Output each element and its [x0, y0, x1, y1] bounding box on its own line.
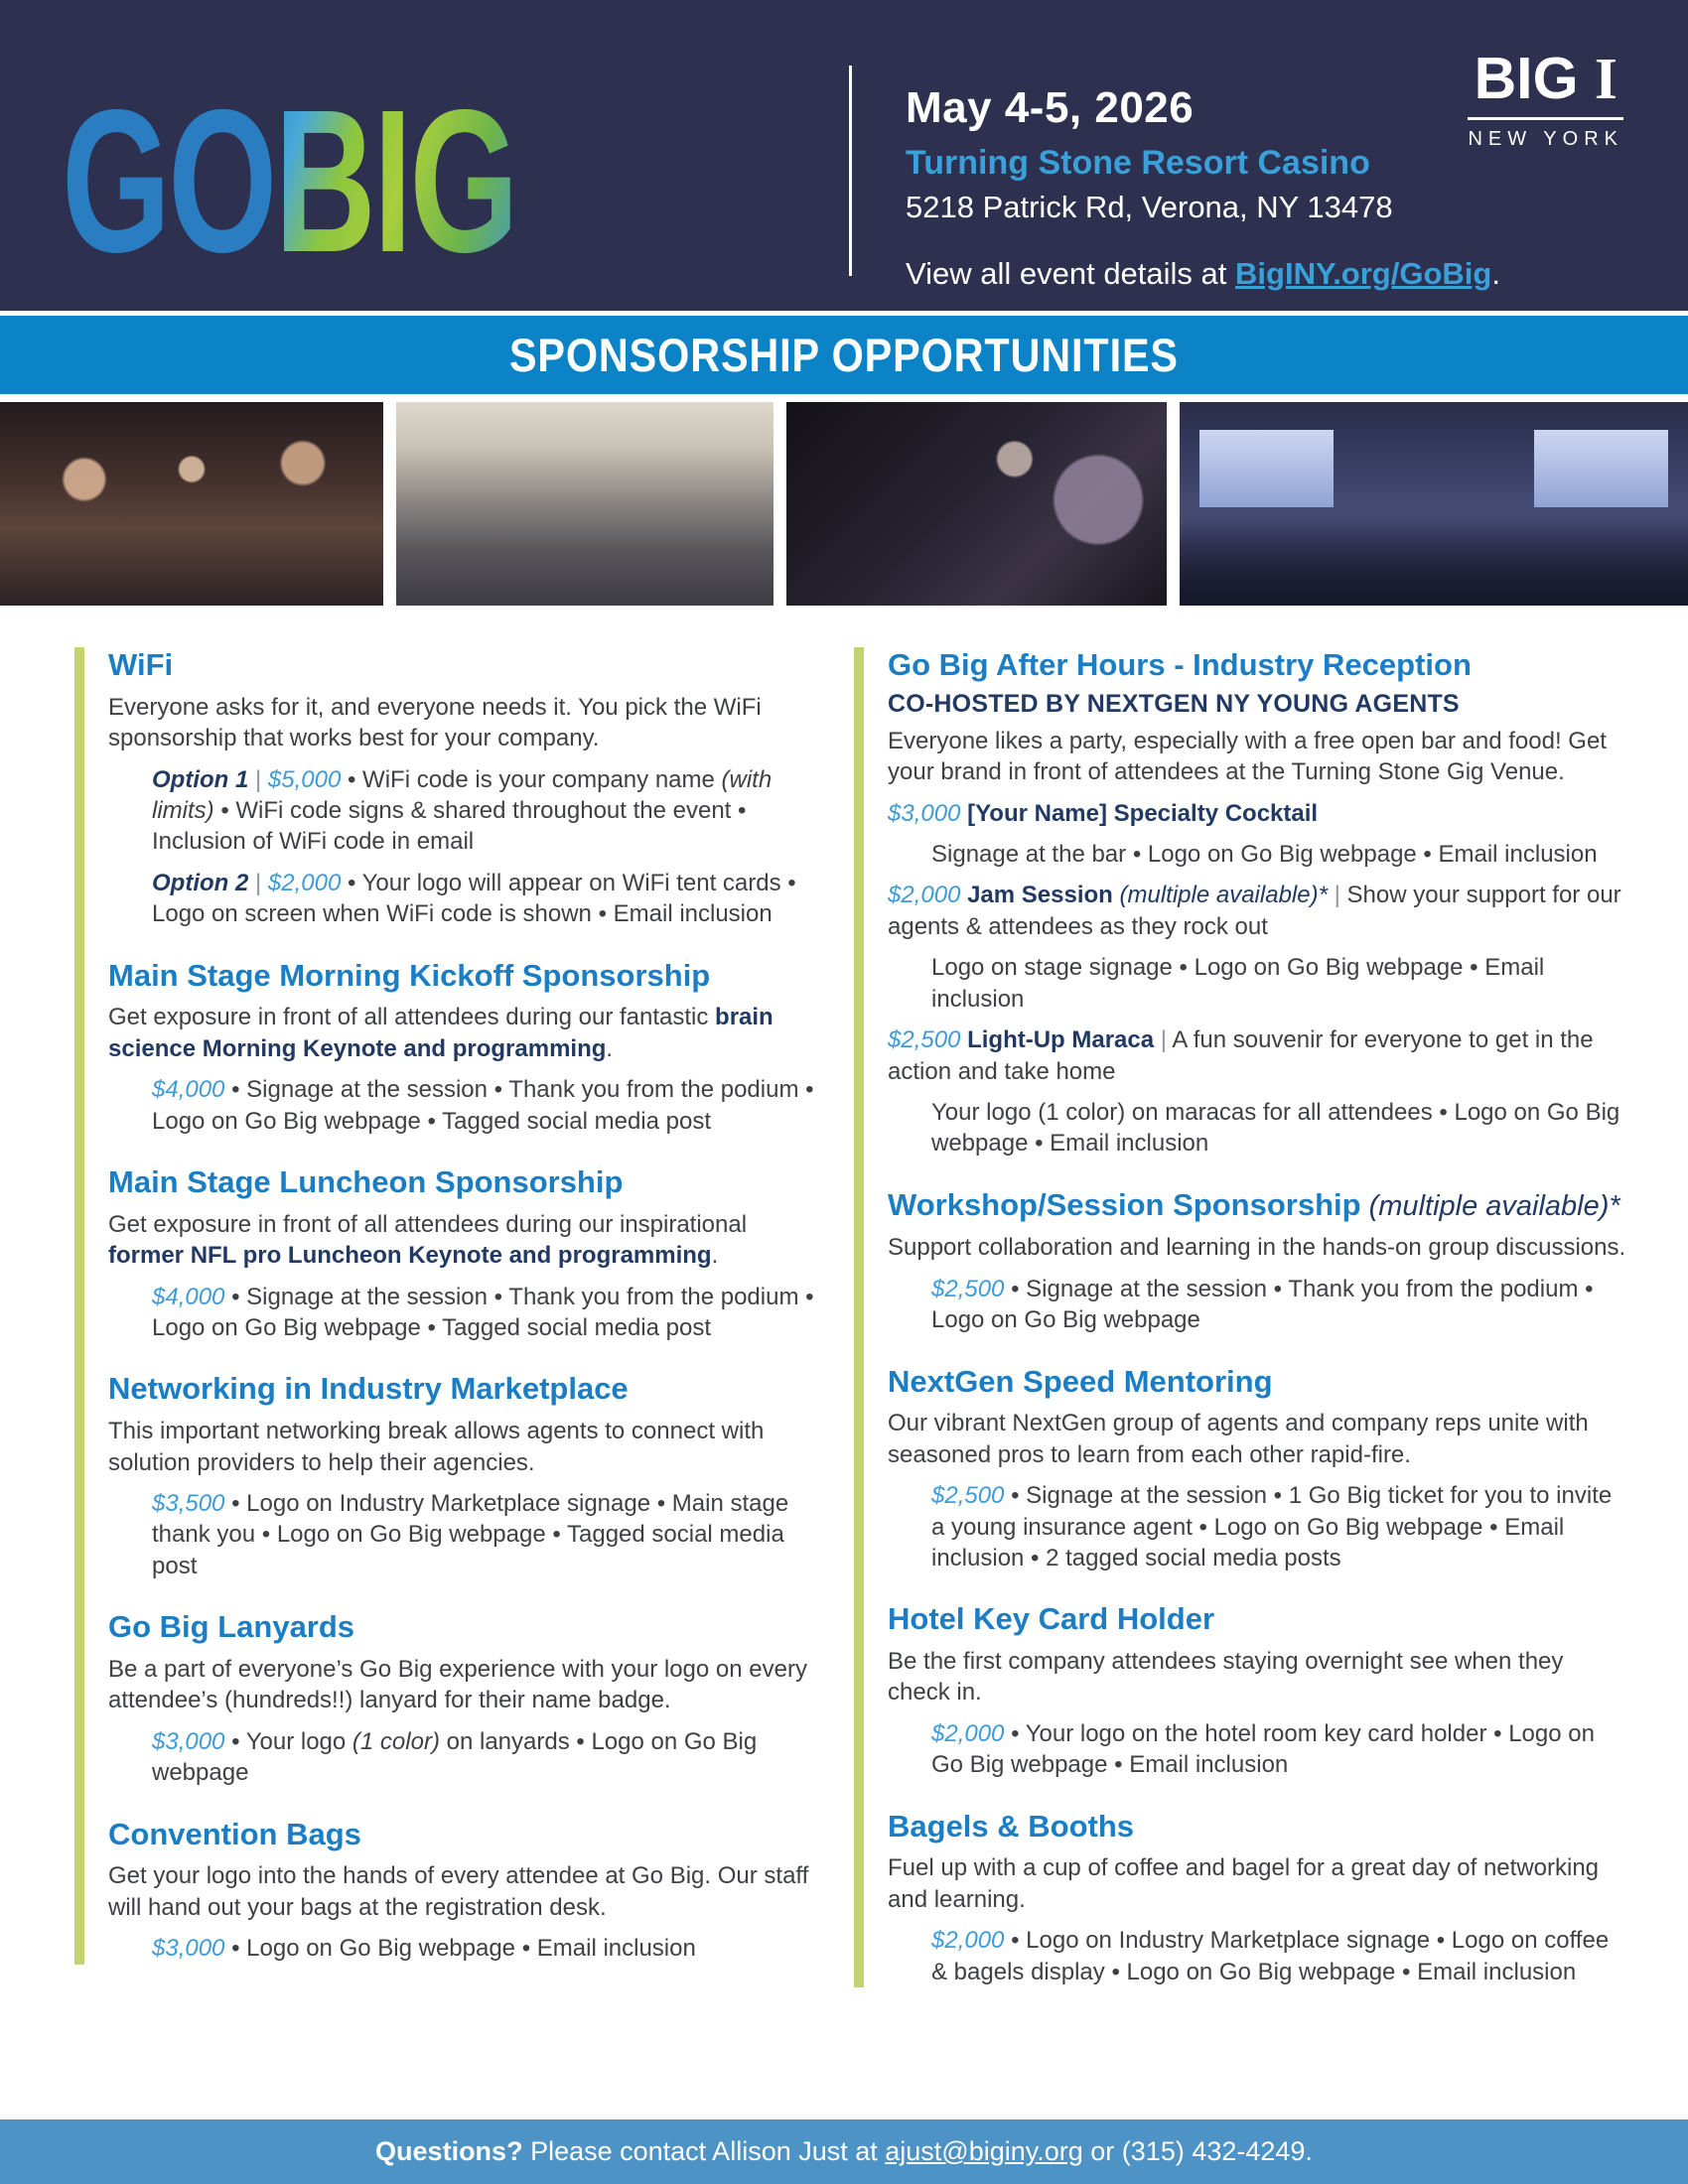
- big-i-new-york-logo: [1468, 46, 1623, 151]
- header-divider: [849, 66, 852, 276]
- text-run-body: • Logo on Go Big webpage • Email inclusion: [224, 1935, 696, 1963]
- paragraph: [888, 798, 1628, 829]
- offer-line: [152, 1933, 814, 1964]
- text-run-body: Be a part of everyone’s Go Big experience with your logo on every attendee’s (hundreds!!) lanyard for their name badge.: [108, 1655, 807, 1714]
- networking-table-photo: [0, 402, 383, 606]
- text-run-bold: Light-Up Maraca: [967, 1026, 1155, 1054]
- ballroom-session-photo: [1180, 402, 1688, 606]
- offer-line: [931, 839, 1628, 870]
- event-info: [906, 83, 1500, 292]
- text-run-body: • Your logo on the hotel room key card holder • Logo on Go Big webpage • Email inclusion: [931, 1719, 1595, 1779]
- footer-phone-text: or (315) 432-4249.: [1082, 2136, 1313, 2166]
- text-run-sep: |: [248, 869, 268, 896]
- text-run-body: Signage at the bar • Logo on Go Big webpage • Email inclusion: [931, 840, 1598, 868]
- section-title-text: Go Big Lanyards: [108, 1609, 355, 1645]
- text-run-italic: (1 color): [352, 1727, 440, 1755]
- offer-line: [931, 1097, 1628, 1160]
- section-title: [108, 1164, 814, 1200]
- footer-questions-label: Questions?: [375, 2136, 523, 2166]
- text-run-navy: (multiple available)*: [1119, 882, 1328, 909]
- offer-line: [931, 1274, 1628, 1336]
- section-title-suffix: (multiple available)*: [1360, 1189, 1620, 1222]
- event-venue: Turning Stone Resort Casino: [906, 144, 1370, 182]
- offer-line: [152, 1074, 814, 1137]
- section-convention-bags: [108, 1817, 814, 1965]
- paragraph: [888, 880, 1628, 942]
- logo-go-text: GO: [62, 68, 275, 295]
- paragraph: [888, 1408, 1628, 1470]
- text-run-sep: |: [248, 765, 268, 793]
- brand-big-text: BIG: [1474, 46, 1579, 111]
- text-run-price: $3,500: [152, 1490, 225, 1517]
- text-run-body: on lanyards • Logo on Go Big webpage: [152, 1727, 758, 1787]
- section-title: [888, 647, 1628, 683]
- paragraph: [888, 1232, 1628, 1263]
- offer-line: [152, 1282, 814, 1344]
- text-run-italic: (with limits): [152, 765, 773, 824]
- go-big-logo: [62, 68, 516, 295]
- event-details-suffix: .: [1491, 256, 1500, 291]
- section-title-text: Convention Bags: [108, 1816, 361, 1851]
- text-run-price: $4,000: [152, 1076, 225, 1104]
- section-title: [108, 1609, 814, 1645]
- offer-line: [931, 952, 1628, 1015]
- section-title-text: NextGen Speed Mentoring: [888, 1363, 1273, 1399]
- offer-line: [152, 1488, 814, 1581]
- offer-line: [931, 1480, 1628, 1573]
- brand-i-text: I: [1594, 46, 1618, 111]
- section-title: [888, 1809, 1628, 1844]
- paragraph: [108, 692, 814, 754]
- offer-line: [152, 764, 814, 858]
- section-title: [108, 958, 814, 994]
- text-run-body: Everyone likes a party, especially with a free open bar and food! Get your brand in front of attendees at the Turning Stone Gig Venue.: [888, 727, 1607, 786]
- section-title: [108, 1371, 814, 1407]
- text-run-body: • Signage at the session • Thank you from the podium • Logo on Go Big webpage: [931, 1275, 1594, 1334]
- text-run-body: This important networking break allows agents to connect with solution providers to help their agencies.: [108, 1418, 765, 1476]
- text-run-body: Get exposure in front of all attendees during our fantastic: [108, 1004, 716, 1031]
- brand-new-york-text: NEW YORK: [1468, 128, 1623, 150]
- section-title-text: Workshop/Session Sponsorship: [888, 1186, 1361, 1222]
- paragraph: [108, 1002, 814, 1064]
- section-title-text: Bagels & Booths: [888, 1808, 1135, 1843]
- section-title-text: Networking in Industry Marketplace: [108, 1371, 629, 1407]
- section-wifi: [108, 647, 814, 930]
- text-run-bold: [Your Name] Specialty Cocktail: [967, 799, 1319, 827]
- text-run-bold: former NFL pro Luncheon Keynote and programming: [108, 1242, 712, 1270]
- event-details-line: [906, 256, 1500, 292]
- section-luncheon: [108, 1164, 814, 1343]
- text-run-body: • Signage at the session • Thank you from the podium • Logo on Go Big webpage • Tagged social media post: [152, 1076, 814, 1135]
- section-morning-kickoff: [108, 958, 814, 1137]
- event-details-link[interactable]: BigINY.org/GoBig: [1235, 256, 1492, 291]
- section-lanyards: [108, 1609, 814, 1788]
- paragraph: [108, 1209, 814, 1272]
- section-subtitle: CO-HOSTED BY NEXTGEN NY YOUNG AGENTS: [888, 689, 1460, 718]
- text-run-price: $2,500: [931, 1482, 1005, 1510]
- text-run-body: Support collaboration and learning in the hands-on group discussions.: [888, 1234, 1626, 1262]
- text-run-body: A fun souvenir for everyone to get in the action and take home: [888, 1026, 1594, 1085]
- attendee-conversation-photo: [786, 402, 1167, 606]
- text-run-body: • Signage at the session • 1 Go Big ticket for you to invite a young insurance agent • Logo on Go Big webpage • Email inclusion • 2 tagged social media posts: [931, 1482, 1613, 1571]
- text-run-body: • Logo on Industry Marketplace signage • Logo on coffee & bagels display • Logo on Go Big webpage • Email inclusion: [931, 1927, 1610, 1985]
- text-run-option: Option 2: [152, 869, 249, 896]
- text-run-bold: Jam Session: [967, 882, 1120, 909]
- section-networking-marketplace: [108, 1371, 814, 1581]
- event-details-prefix: View all event details at: [906, 256, 1236, 291]
- photo-strip: [0, 402, 1688, 606]
- paragraph: [108, 1654, 814, 1716]
- section-title: [888, 1601, 1628, 1637]
- section-after-hours: [888, 647, 1628, 1160]
- sponsorship-banner: [0, 316, 1688, 394]
- text-run-body: • Logo on Industry Marketplace signage • Main stage thank you • Logo on Go Big webpage • Tagged social media post: [152, 1490, 789, 1579]
- text-run-price: $5,000: [267, 765, 342, 793]
- text-run-body: Show your support for our agents & attendees as they rock out: [888, 882, 1621, 940]
- logo-big-text: BIG: [274, 68, 516, 295]
- paragraph: [108, 1860, 814, 1923]
- sponsorship-content: [0, 606, 1688, 2119]
- offer-line: [931, 1718, 1628, 1781]
- text-run-price: $3,000: [152, 1727, 225, 1755]
- text-run-body: Your logo (1 color) on maracas for all attendees • Logo on Go Big webpage • Email inclusion: [931, 1099, 1620, 1158]
- text-run-body: Be the first company attendees staying overnight see when they check in.: [888, 1648, 1564, 1706]
- section-title: [108, 647, 814, 683]
- footer-note: [375, 2136, 1313, 2167]
- text-run-price: $2,000: [888, 882, 968, 909]
- banner-title: SPONSORSHIP OPPORTUNITIES: [509, 329, 1179, 381]
- section-title-text: Go Big After Hours - Industry Reception: [888, 647, 1472, 682]
- footer-bar: [0, 2119, 1688, 2184]
- text-run-price: $4,000: [152, 1283, 225, 1310]
- offer-line: [152, 868, 814, 930]
- paragraph: [888, 1852, 1628, 1915]
- event-address: 5218 Patrick Rd, Verona, NY 13478: [906, 190, 1393, 224]
- text-run-sep: |: [1154, 1026, 1173, 1054]
- text-run-bold: brain science Morning Keynote and programming: [108, 1004, 774, 1062]
- section-title-text: Hotel Key Card Holder: [888, 1601, 1215, 1637]
- text-run-price: $2,500: [888, 1026, 968, 1054]
- header: [0, 0, 1688, 311]
- text-run-price: $2,000: [931, 1927, 1005, 1955]
- big-i-wordmark: [1468, 46, 1623, 120]
- text-run-option: Option 1: [152, 765, 249, 793]
- column-left: [74, 647, 814, 1965]
- text-run-price: $3,000: [888, 799, 968, 827]
- paragraph: [108, 1416, 814, 1478]
- text-run-body: • Signage at the session • Thank you from the podium • Logo on Go Big webpage • Tagged social media post: [152, 1283, 814, 1342]
- text-run-price: $3,000: [152, 1935, 225, 1963]
- text-run-body: • Your logo will appear on WiFi tent cards • Logo on screen when WiFi code is shown • Email inclusion: [152, 869, 796, 928]
- offer-line: [152, 1726, 814, 1789]
- text-run-body: .: [711, 1242, 719, 1270]
- text-run-price: $2,000: [931, 1719, 1005, 1747]
- paragraph: [888, 726, 1628, 788]
- section-title: [108, 1817, 814, 1852]
- text-run-body: Logo on stage signage • Logo on Go Big webpage • Email inclusion: [931, 954, 1545, 1013]
- offer-line: [931, 1925, 1628, 1987]
- text-run-body: • WiFi code is your company name: [341, 765, 722, 793]
- text-run-body: • Your logo: [224, 1727, 352, 1755]
- text-run-body: • WiFi code signs & shared throughout the event • Inclusion of WiFi code in email: [152, 796, 747, 856]
- text-run-body: Everyone asks for it, and everyone needs it. You pick the WiFi sponsorship that works best for your company.: [108, 693, 762, 752]
- section-title-text: Main Stage Morning Kickoff Sponsorship: [108, 957, 711, 993]
- paragraph: [888, 1024, 1628, 1087]
- footer-email-link[interactable]: ajust@biginy.org: [885, 2136, 1083, 2166]
- section-speed-mentoring: [888, 1364, 1628, 1574]
- footer-contact-text: Please contact Allison Just at: [522, 2136, 886, 2166]
- hallway-crowd-photo: [396, 402, 774, 606]
- section-title: [888, 1187, 1628, 1223]
- paragraph: [888, 1646, 1628, 1708]
- text-run-body: .: [606, 1034, 614, 1062]
- text-run-price: $2,000: [267, 869, 342, 896]
- text-run-body: Get your logo into the hands of every attendee at Go Big. Our staff will hand out your bags at the registration desk.: [108, 1862, 809, 1921]
- section-bagels-booths: [888, 1809, 1628, 1987]
- column-right: [854, 647, 1628, 1987]
- text-run-sep: |: [1327, 882, 1347, 909]
- section-workshop-session: [888, 1187, 1628, 1336]
- section-hotel-key-card: [888, 1601, 1628, 1780]
- text-run-price: $2,500: [931, 1275, 1005, 1302]
- section-title: [888, 1364, 1628, 1400]
- section-title-text: Main Stage Luncheon Sponsorship: [108, 1164, 624, 1200]
- text-run-body: Fuel up with a cup of coffee and bagel for a great day of networking and learning.: [888, 1854, 1600, 1913]
- section-title-text: WiFi: [108, 647, 174, 682]
- event-date: May 4-5, 2026: [906, 83, 1195, 132]
- text-run-body: Get exposure in front of all attendees during our inspirational: [108, 1210, 748, 1238]
- text-run-body: Our vibrant NextGen group of agents and company reps unite with seasoned pros to learn from each other rapid-fire.: [888, 1410, 1589, 1468]
